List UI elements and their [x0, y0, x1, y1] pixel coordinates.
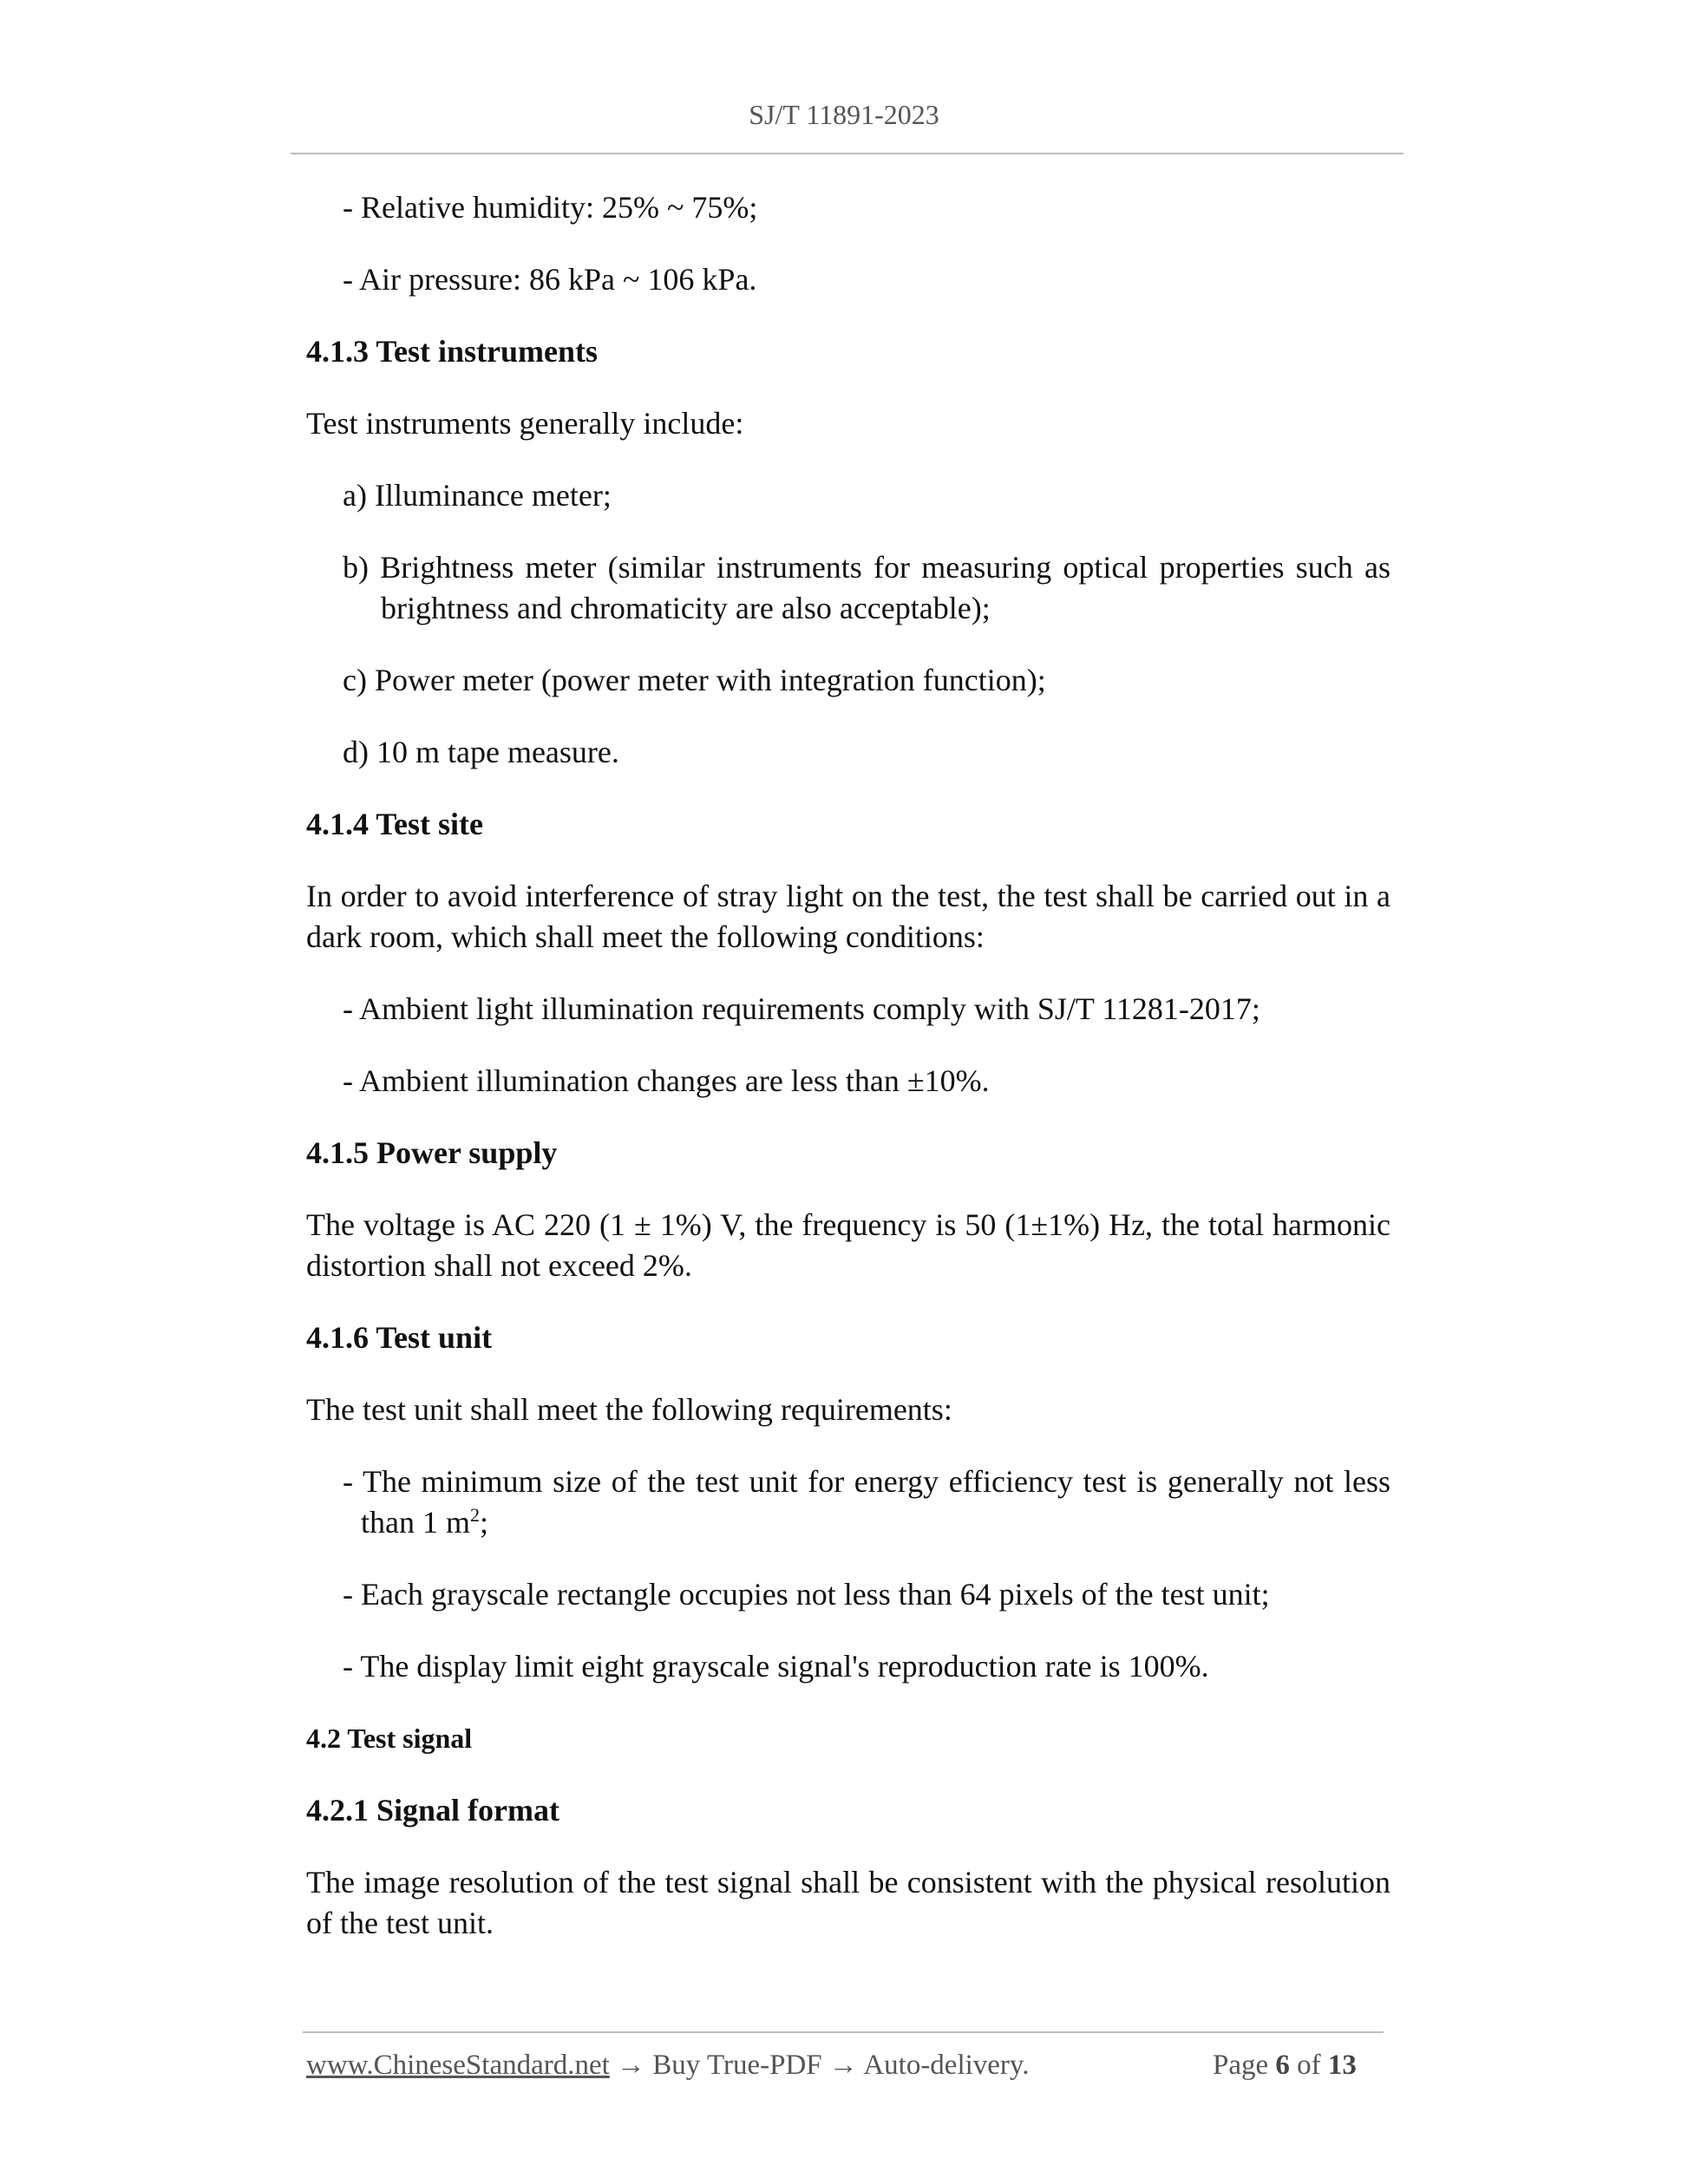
arrow-right-icon: → — [617, 2050, 646, 2081]
superscript-2: 2 — [469, 1504, 480, 1526]
of-label: of — [1297, 2050, 1321, 2081]
page-indicator — [1213, 2050, 1357, 2082]
list-item-a: a) Illuminance meter; — [343, 478, 612, 513]
paragraph-signal-format: The image resolution of the test signal shall be consistent with the physical resolution of the test unit. — [306, 1865, 1390, 1940]
bullet-relative-humidity: - Relative humidity: 25% ~ 75%; — [343, 190, 758, 225]
buy-true-pdf-text: Buy True-PDF — [652, 2050, 822, 2081]
bullet-grayscale: - Each grayscale rectangle occupies not less than 64 pixels of the test unit; — [343, 1577, 1270, 1612]
auto-delivery-text: Auto-delivery. — [863, 2050, 1030, 2081]
list-item-d: d) 10 m tape measure. — [343, 735, 619, 769]
bullet-min-size-end: ; — [479, 1505, 488, 1540]
paragraph-test-site: In order to avoid interference of stray light on the test, the test shall be carried out in a dark room, which shall meet the following conditions: — [306, 879, 1390, 954]
page-label: Page — [1213, 2050, 1269, 2081]
section-heading-4-2: 4.2 Test signal — [306, 1723, 473, 1754]
paragraph-test-unit: The test unit shall meet the following requirements: — [306, 1392, 952, 1427]
bullet-ambient-light: - Ambient light illumination requirements comply with SJ/T 11281-2017; — [343, 991, 1260, 1026]
footer-divider — [303, 2031, 1384, 2033]
document-id-header: SJ/T 11891-2023 — [749, 99, 939, 130]
section-heading-4-2-1: 4.2.1 Signal format — [306, 1793, 559, 1828]
bullet-display: - The display limit eight grayscale signal's reproduction rate is 100%. — [343, 1649, 1209, 1684]
bullet-air-pressure: - Air pressure: 86 kPa ~ 106 kPa. — [343, 262, 757, 297]
list-item-b: b) Brightness meter (similar instruments for measuring optical properties such as brightness and chromaticity are also acceptable); — [343, 550, 1390, 625]
section-heading-4-1-6: 4.1.6 Test unit — [306, 1320, 493, 1355]
page-body — [306, 187, 1390, 1944]
header-divider — [291, 153, 1403, 154]
bullet-ambient-change: - Ambient illumination changes are less than ±10%. — [343, 1063, 990, 1098]
footer-promo — [306, 2050, 1030, 2082]
section-heading-4-1-3: 4.1.3 Test instruments — [306, 334, 599, 369]
paragraph-power-supply: The voltage is AC 220 (1 ± 1%) V, the frequency is 50 (1±1%) Hz, the total harmonic distortion shall not exceed 2%. — [306, 1207, 1390, 1283]
page-number: 6 — [1275, 2050, 1290, 2081]
section-heading-4-1-4: 4.1.4 Test site — [306, 807, 484, 841]
bullet-min-size-text: - The minimum size of the test unit for energy efficiency test is generally not less than 1 m — [343, 1464, 1390, 1540]
arrow-right-icon: → — [828, 2050, 858, 2081]
paragraph-test-instruments: Test instruments generally include: — [306, 406, 744, 441]
list-item-c: c) Power meter (power meter with integration function); — [343, 663, 1046, 697]
section-heading-4-1-5: 4.1.5 Power supply — [306, 1135, 558, 1170]
page-total: 13 — [1327, 2050, 1357, 2081]
site-link[interactable]: www.ChineseStandard.net — [306, 2050, 610, 2081]
bullet-min-size — [306, 1461, 1390, 1543]
